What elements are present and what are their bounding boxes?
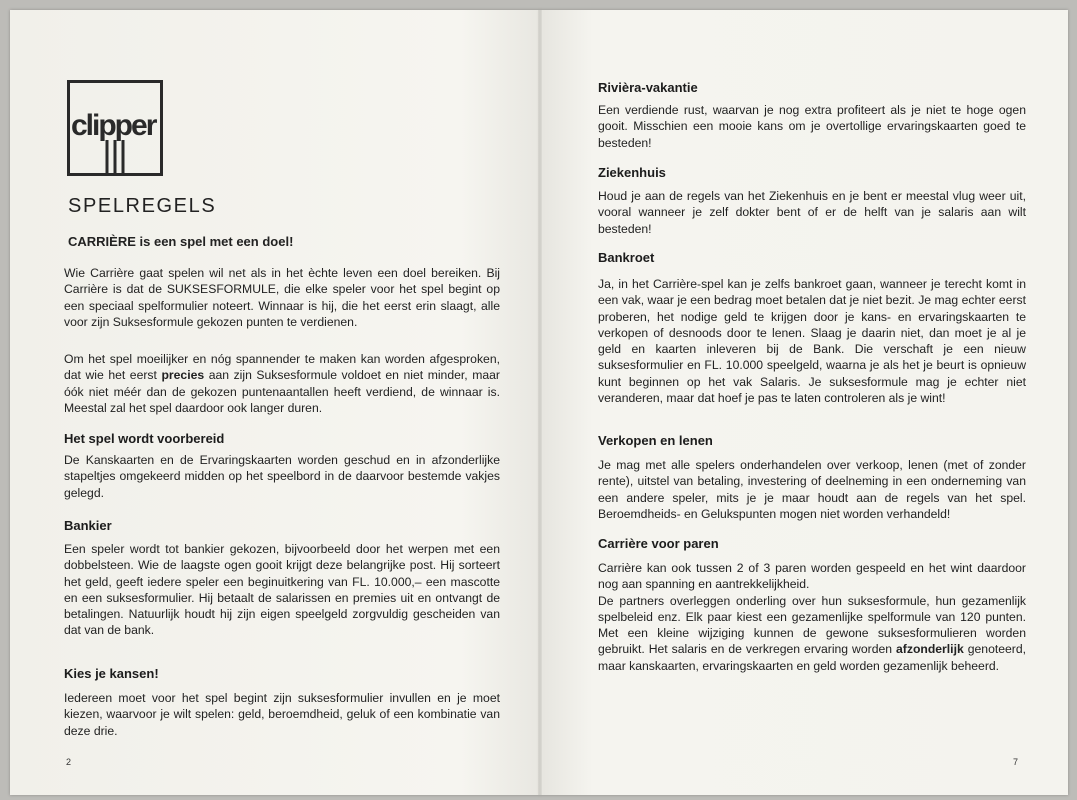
- intro-paragraph-1: [64, 265, 500, 330]
- section-title-riviera: Rivièra-vakantie: [598, 80, 698, 95]
- section-verkopen: [598, 457, 1026, 522]
- section-title-ziekenhuis: Ziekenhuis: [598, 165, 666, 180]
- section-paren: [598, 560, 1026, 674]
- section-title-bankier: Bankier: [64, 518, 112, 533]
- intro-text-2: Om het spel moeilijker en nóg spannender te maken kan worden afgesproken, dat wie het eerst precies aan zijn Suksesformule voldoet en niet minder, maar óók niet méér dan de gekozen puntenaantallen heeft verdiend, de winnaar is. Meestal zal het spel daardoor ook langer duren.: [64, 352, 500, 415]
- intro-text-1: Wie Carrière gaat spelen wil net als in het èchte leven een doel bereiken. Bij Carrière is dat de SUKSESFORMULE, die elke speler voor het spel begint op een speciaal spelformulier noteert. Winnaar is hij, die het eerst erin slaagt, alle voor zijn Suksesformule gekozen punten te verdienen.: [64, 266, 500, 329]
- svg-text:clipper: clipper: [71, 109, 156, 142]
- intro-paragraph-2: [64, 351, 500, 416]
- section-text-bankroet: Ja, in het Carrière-spel kan je zelfs bankroet gaan, wanneer je terecht komt in een vak, waar je een bedrag moet betalen dat je niet bezit. Je mag echter eerst proberen, het nodige geld te krijgen door je kans- en ervaringskaarten te verkopen of desnoods door te lenen. Slaag je daarin niet, dan moet je al je geld en kaarten inleveren bij de Bank. Die verschaft je een nieuw suksesformulier en FL. 10.000 speelgeld, waarna je als het je beurt is opnieuw kunt beginnen op het vak Salaris. Je suksesformule mag je echter niet veranderen, maar dat hoef je pas te laten controleren als je wint!: [598, 277, 1026, 406]
- section-text-paren-1: Carrière kan ook tussen 2 of 3 paren worden gespeeld en het wint daardoor nog aan spanning en aantrekkelijkheid.: [598, 561, 1026, 592]
- page-fold: [538, 10, 542, 795]
- section-ziekenhuis: [598, 188, 1026, 237]
- section-text-bankier: Een speler wordt tot bankier gekozen, bijvoorbeeld door het werpen met een dobbelsteen. Wie de laagste ogen gooit krijgt deze belangrijke post. Hij sorteert het geld, geeft iedere speler een beginuitkering van FL. 10.000,– een mascotte en een suksesformulier. Hij betaalt de salarissen en premies uit en ontvangt de betalingen. Natuurlijk houdt hij zijn eigen speelgeld zorgvuldig gescheiden van dat van de bank.: [64, 542, 500, 638]
- section-title-kansen: Kies je kansen!: [64, 666, 159, 681]
- section-bankroet: [598, 276, 1026, 406]
- section-riviera: [598, 102, 1026, 151]
- clipper-logo: [67, 80, 163, 176]
- section-kansen: [64, 690, 500, 739]
- page-number-right: 7: [1013, 757, 1019, 767]
- emphasis-afzonderlijk: afzonderlijk: [896, 642, 964, 657]
- section-text-kansen: Iedereen moet voor het spel begint zijn suksesformulier invullen en je moet kiezen, waarvoor je wilt spelen: geld, beroemdheid, geluk of een kombinatie van deze drie.: [64, 691, 500, 738]
- section-text-voorbereid: De Kanskaarten en de Ervaringskaarten worden geschud en in afzonderlijke stapeltjes omgekeerd midden op het speelbord in de daarvoor bestemde vakjes gelegd.: [64, 453, 500, 500]
- section-title-paren: Carrière voor paren: [598, 536, 719, 551]
- section-bankier: [64, 541, 500, 639]
- section-title-voorbereid: Het spel wordt voorbereid: [64, 431, 225, 446]
- section-text-riviera: Een verdiende rust, waarvan je nog extra profiteert als je niet te hoge ogen gooit. Misschien een mooie kans om je overtollige ervaringskaarten goed te besteden!: [598, 103, 1026, 150]
- emphasis-precies: precies: [161, 368, 205, 383]
- section-voorbereid: [64, 452, 500, 501]
- section-text-ziekenhuis: Houd je aan de regels van het Ziekenhuis en je bent er meestal vlug weer uit, vooral wanneer je zelf dokter bent of er de helft van je salaris aan wilt besteden!: [598, 189, 1026, 236]
- section-text-paren-2: De partners overleggen onderling over hun suksesformule, hun gezamenlijk spelbeleid enz. Elk paar kiest een gezamenlijke spelformule van 120 punten. Met een kleine wijziging kunnen de gewone suksesformulieren worden gebruikt. Het salaris en de verkregen ervaring worden afzonderlijk genoteerd, maar kanskaarten, ervaringskaarten en geld worden gezamenlijk beheerd.: [598, 593, 1027, 673]
- section-title-bankroet: Bankroet: [598, 250, 655, 265]
- page-number-left: 2: [66, 757, 72, 767]
- section-text-verkopen: Je mag met alle spelers onderhandelen over verkoop, lenen (met of zonder rente), uitstel van betaling, investering of deelneming in een onderneming van een andere speler, mits je je maar houdt aan de regels van het spel. Beroemdheids- en Gelukspunten mogen niet worden verhandeld!: [598, 458, 1026, 521]
- section-title-verkopen: Verkopen en lenen: [598, 433, 713, 448]
- page-title: SPELREGELS: [68, 195, 217, 217]
- subtitle: CARRIÈRE is een spel met een doel!: [68, 234, 294, 249]
